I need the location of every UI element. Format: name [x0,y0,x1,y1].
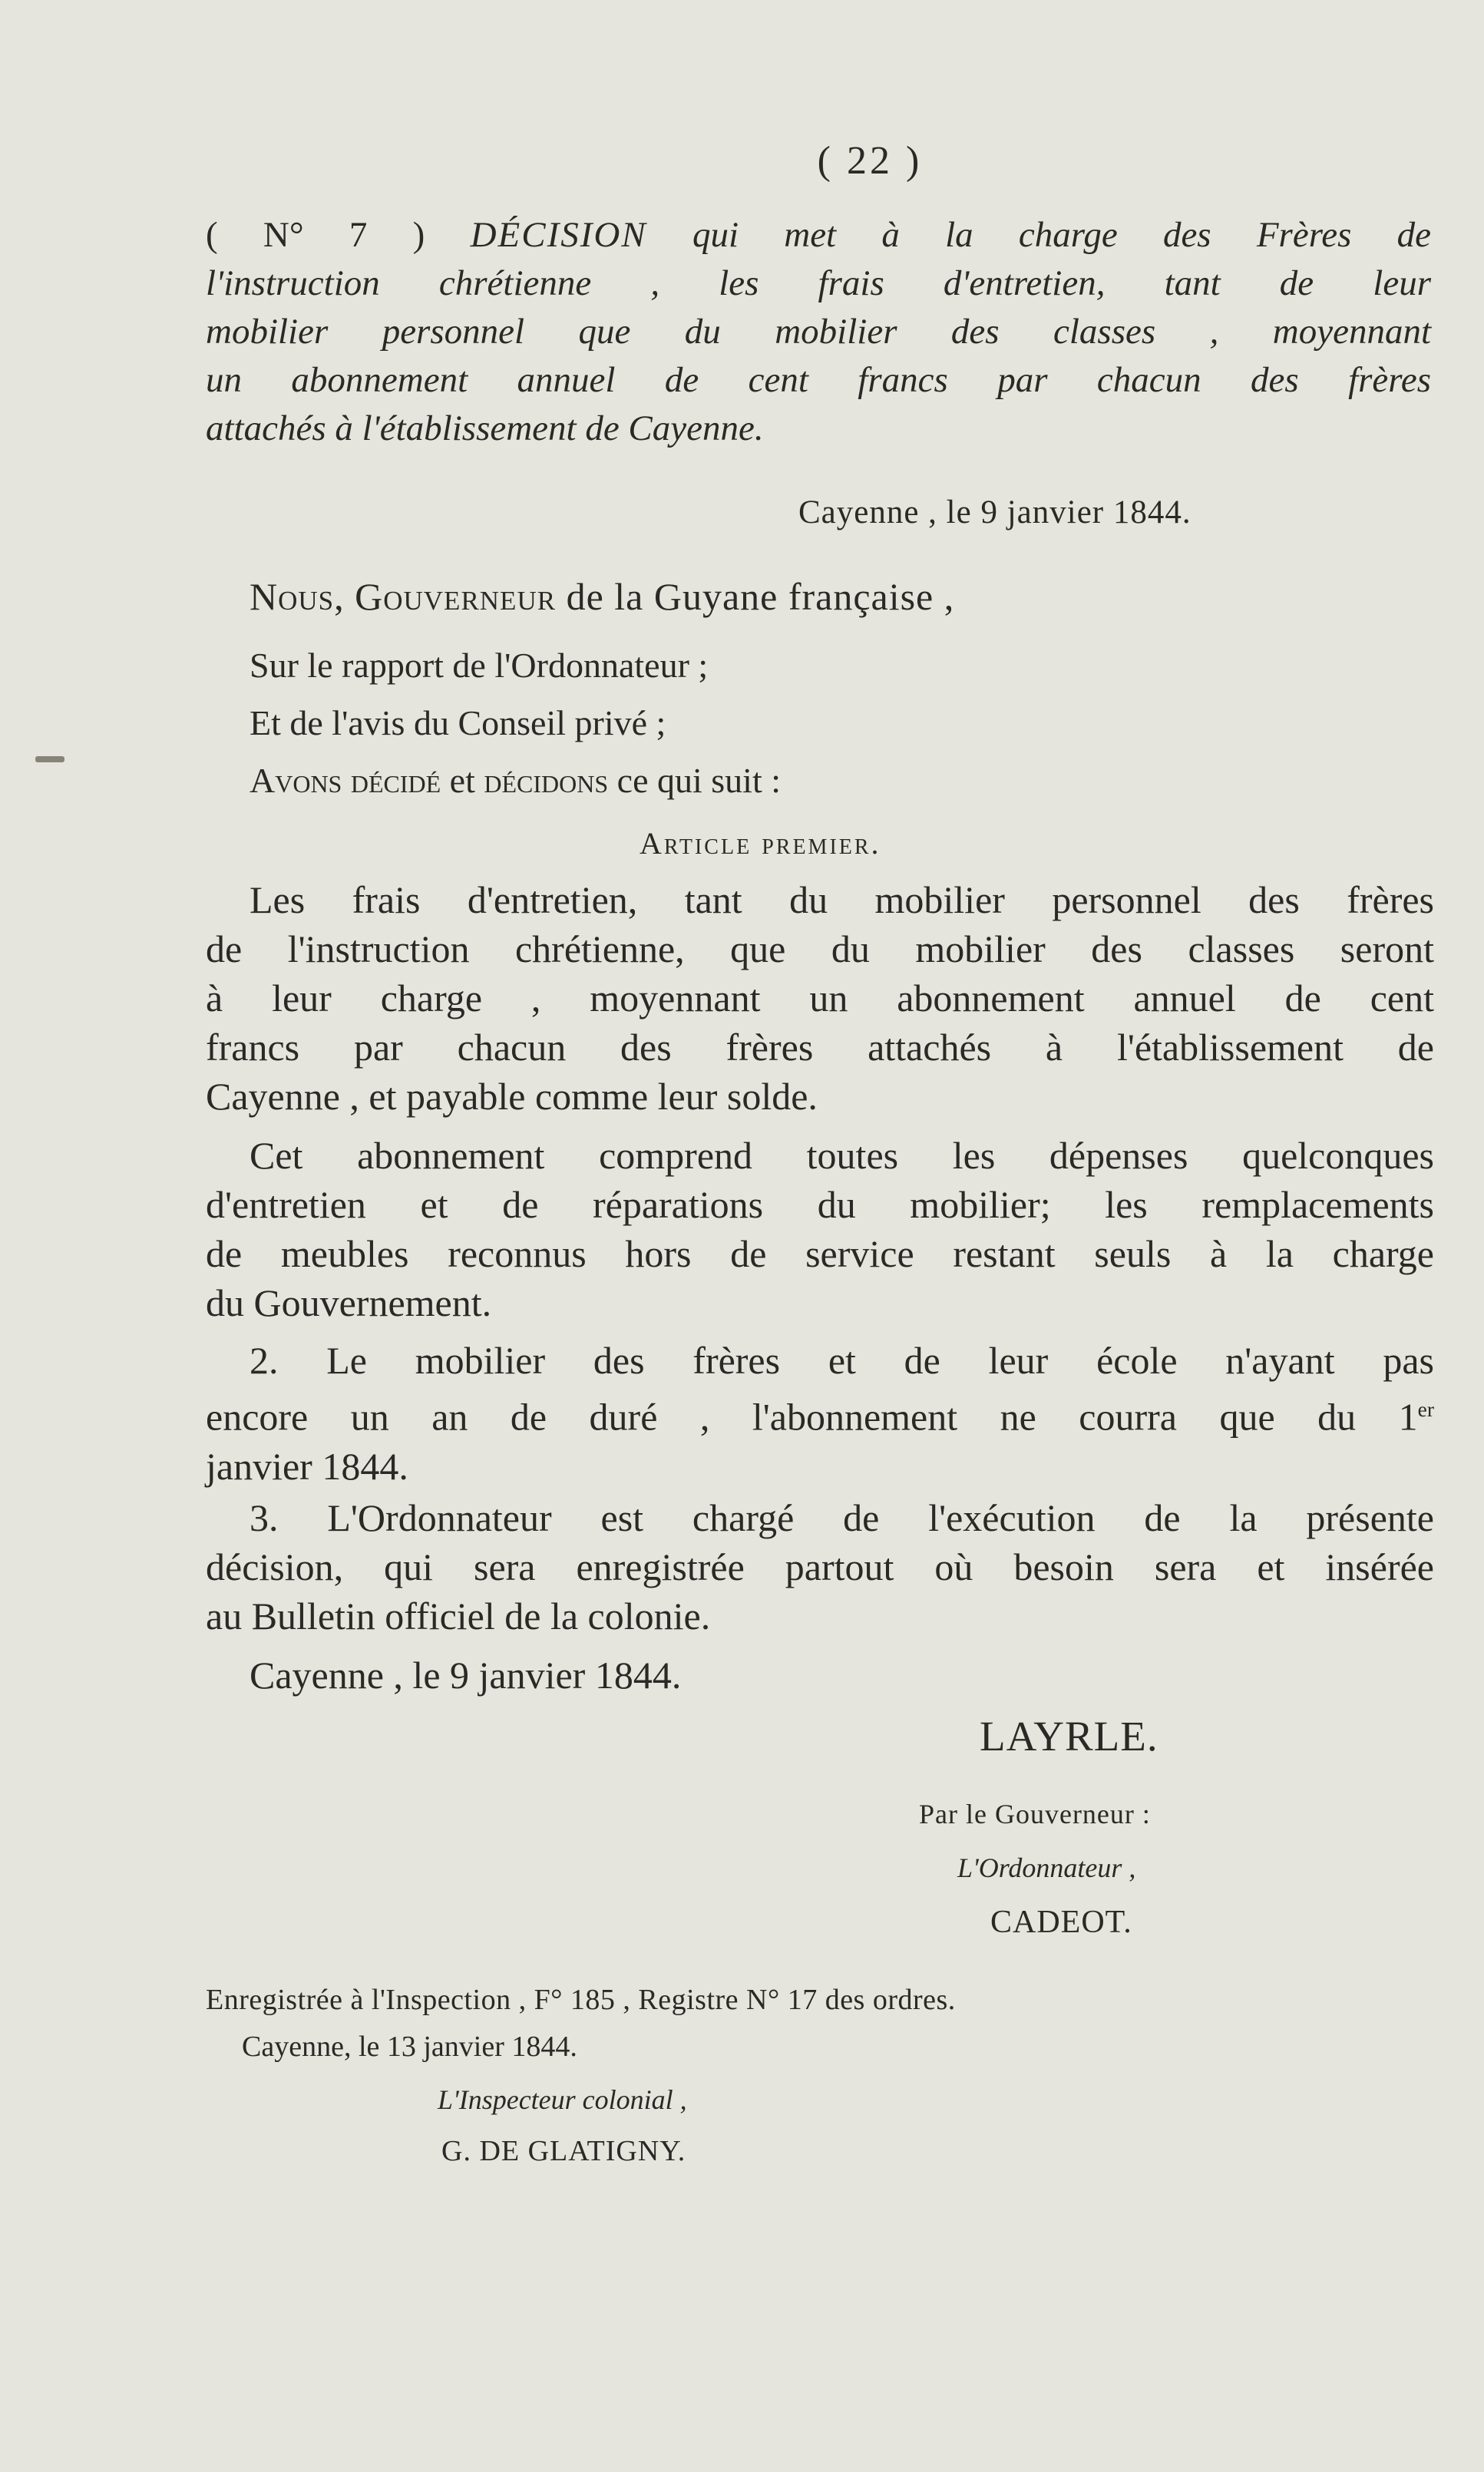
registration-date: Cayenne, le 13 janvier 1844. [242,2031,577,2063]
avons-decide: Avons décidé [250,761,441,800]
place-date-top: Cayenne , le 9 janvier 1844. [798,494,1191,530]
article-2-line: 2. Le mobilier des frères et de leur école n'ayant pas [250,1339,1434,1382]
article-1b-line: Cet abonnement comprend toutes les dépenses quelconques [250,1134,1434,1177]
title-line-2: l'instruction chrétienne , les frais d'entretien, tant de leur [206,263,1431,303]
article-1b-line: d'entretien et de réparations du mobilier; les remplacements [206,1183,1434,1226]
article-1-line: Cayenne , et payable comme leur solde. [206,1075,818,1118]
signature-ordonnateur-name: CADEOT. [990,1905,1132,1940]
article-2-line: janvier 1844. [206,1444,408,1488]
decision-label: DÉCISION [470,215,647,255]
title-line-1 [206,211,1431,259]
registration-role: L'Inspecteur colonial , [438,2084,687,2115]
article-1-line: de l'instruction chrétienne, que du mobilier des classes seront [206,927,1434,970]
article-1b-paragraph [206,1131,1434,1327]
avons-et: et [449,761,475,800]
article-1-paragraph [206,875,1434,1121]
registration-line: Enregistrée à l'Inspection , F° 185 , Registre N° 17 des ordres. [206,1984,956,2016]
signature-par-le-gouverneur: Par le Gouverneur : [919,1799,1151,1829]
registration-name: G. DE GLATIGNY. [441,2135,686,2167]
article-3-line: au Bulletin officiel de la colonie. [206,1595,711,1638]
article-1b-line: du Gouvernement. [206,1281,492,1324]
decision-title [206,211,1431,453]
page-number: ( 22 ) [817,139,923,183]
preamble-avons [250,760,781,801]
preamble-avis: Et de l'avis du Conseil privé ; [250,703,666,742]
ce-qui-suit: ce qui suit : [616,761,782,800]
margin-ink-mark [35,756,64,762]
article-1b-line: de meubles reconnus hors de service restant seuls à la charge [206,1232,1434,1275]
title-line-5: attachés à l'établissement de Cayenne. [206,408,764,448]
article-2-line [206,1385,1434,1442]
title-line-3: mobilier personnel que du mobilier des classes , moyennant [206,312,1431,352]
title-text: qui met à la charge des Frères de [692,215,1432,255]
article-2-text: encore un an de duré , l'abonnement ne courra que du 1 [206,1395,1418,1439]
article-1-line: francs par chacun des frères attachés à l'établissement de [206,1026,1434,1069]
title-line-4: un abonnement annuel de cent francs par chacun des frères [206,360,1431,400]
article-1-line: à leur charge , moyennant un abonnement annuel de cent [206,977,1434,1020]
ordinal-superscript: er [1417,1397,1434,1421]
preamble-rapport: Sur le rapport de l'Ordonnateur ; [250,646,709,685]
article-2-paragraph [206,1336,1434,1491]
signature-name: LAYRLE. [980,1713,1158,1760]
guyane-francaise: de la Guyane française , [566,575,955,618]
decision-number: ( N° 7 ) [206,215,425,255]
article-3-line: décision, qui sera enregistrée partout où besoin sera et insérée [206,1545,1434,1588]
signature-role: L'Ordonnateur , [957,1852,1136,1883]
article-3-paragraph [206,1493,1434,1641]
article-1-line: Les frais d'entretien, tant du mobilier personnel des frères [250,878,1434,921]
decidons: décidons [484,761,609,800]
article-heading: Article premier. [640,826,881,861]
nous-gouverneur: Nous, Gouverneur [250,575,557,618]
article-3-line: 3. L'Ordonnateur est chargé de l'exécution de la présente [250,1496,1434,1539]
place-date-bottom: Cayenne , le 9 janvier 1844. [250,1654,682,1697]
nous-gouverneur-line [250,574,954,619]
